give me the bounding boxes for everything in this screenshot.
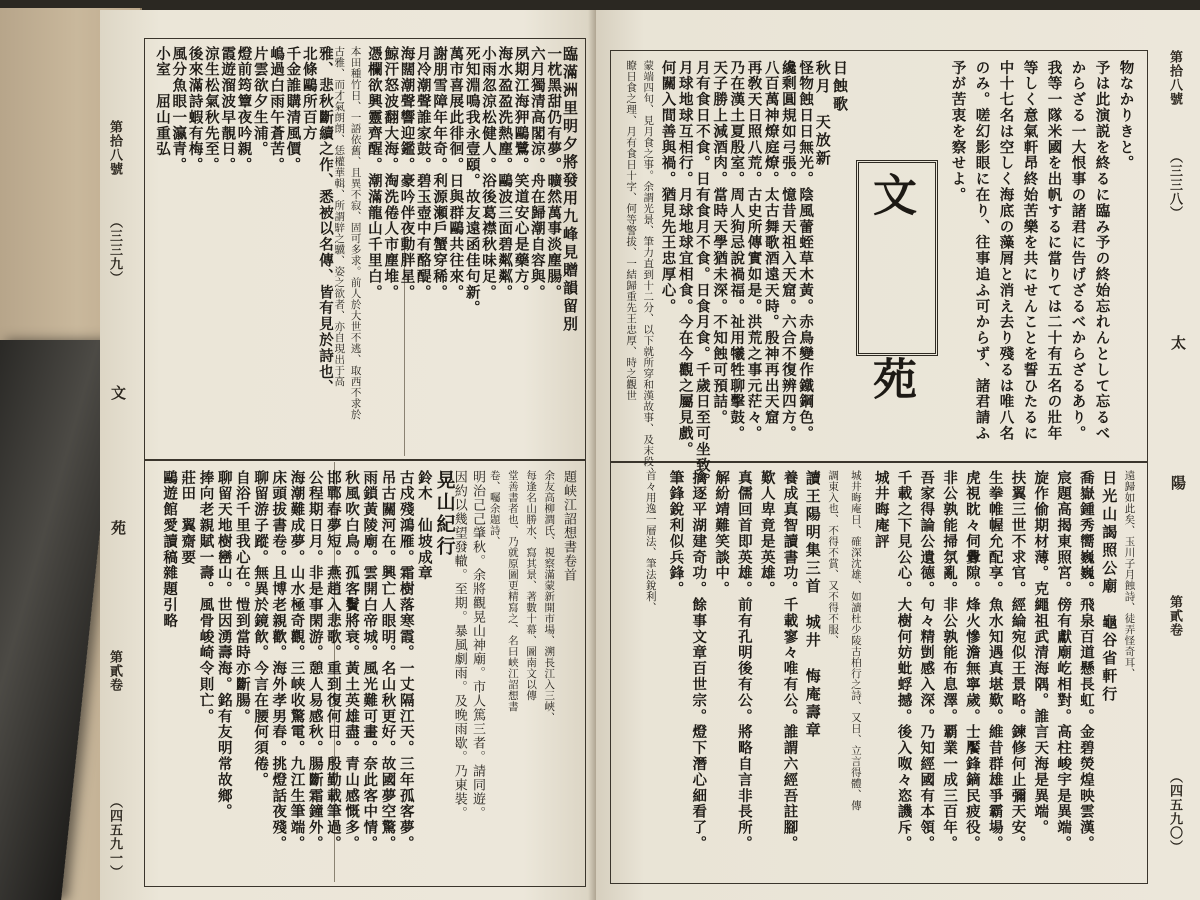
- text-column: 捧向老親賦一壽。風骨峻崎令則亡。: [197, 470, 215, 725]
- text-column: 解紛靖難笑談中。: [713, 470, 731, 598]
- text-column: 秋月 天放新: [813, 60, 832, 168]
- text-column: 養成真智讀書功。千載寥々唯有公。誰謂六經吾註腳。: [781, 470, 799, 852]
- text-column: 旋作偷期材薄。克繩祖武清海隅。誰言天海是異端。: [1032, 470, 1050, 836]
- text-column: 聊留游子蹤。無異於鏡飮。今言在腰何須倦。: [252, 470, 270, 788]
- text-column: 公程期日月。非是事閑游。憩人易感秋。腸斷霜鐘外。: [306, 470, 324, 852]
- text-column: 日光山謁照公廟 龜谷省軒行: [1100, 470, 1119, 704]
- text-column: 八百萬神燎庭燎。太古舞歌酒遠天時。殷神再出天窟: [762, 60, 780, 426]
- text-column: 雨鎖黃陵廟。雲開白帝城。風光難可畫。奈此客中情。: [361, 470, 379, 852]
- text-column: 因約以幾望發轍。至期。暴風劇雨。及晚雨歇。乃東裝。: [451, 470, 467, 820]
- text-column: 卷、囑余題詩、: [488, 470, 501, 547]
- text-column: 一枕黑甜仍有夢。曠然萬事淡塵腸。: [545, 46, 563, 301]
- text-column: 明治己己肇秋。余將觀晃山神廟。市人篤三者。請同遊。: [470, 470, 485, 820]
- text-column: 片雲欲夕生浦。: [251, 46, 269, 158]
- text-column: 床頭拔書卷。且博老親歡。海外孝男春。挑燈話夜殘。: [270, 470, 288, 852]
- text-column: 天子勝上減酒肉。當時天學猶未深。不知蝕可預詰。: [711, 60, 729, 426]
- text-column: 萬市喜展此徘徊。日與群鷗共往來。: [447, 46, 465, 301]
- text-column: 真儒回首即英雄。前有孔明後有公。將略自言非長所。: [735, 470, 753, 852]
- text-column: 憑欄欲興靈齊醒。潮滿龍山千里白。: [365, 46, 383, 301]
- text-column: 調東入也、不得不賞、又不得不服、: [827, 470, 840, 646]
- text-column: 擒逐平湖建奇功。餘事文章百世宗。燈下潛心細看了。: [690, 470, 708, 852]
- text-column: 鷗遊館愛讀稿雜題引略: [161, 470, 179, 629]
- text-column: 予は此演説を終るに臨み予の終始忘れんとして忘るべ: [1093, 60, 1111, 442]
- text-column: 月有食日不食。日有食月不食。日食月食。千歲日至可坐致。: [693, 60, 711, 490]
- text-column: 嶋過白雨午蒼苦。: [268, 46, 286, 174]
- text-column: 生拳帷幄允配享。魚水知遇真堪歎。維昔群雄爭霸場。: [986, 470, 1004, 852]
- text-column: 何關入間善與禍。猶見先王忠厚心。: [659, 60, 677, 315]
- text-column: 城井晦庵評: [872, 470, 890, 550]
- right-margin-page: （三三八）: [1167, 150, 1182, 220]
- left-margin-issue: 第拾八號: [107, 120, 122, 176]
- text-column: 謝朋雪障年年奇。利源瀬戶蟹穿稀。: [431, 46, 449, 301]
- text-column: 非公孰能掃氛亂。非公孰能布息澤。覇業一成三百年。: [941, 470, 959, 852]
- text-column: 虎視眈々伺釁隙。烽火慘澹無寧歲。士饜鋒鏑民疲役。: [963, 470, 981, 852]
- text-column: 予が苦衷を察せよ。: [949, 60, 967, 204]
- text-column: 六月獨清高閣涼。舟在歸潮自容與。: [528, 46, 546, 301]
- text-column: 筆鋒銳利似兵鋒。: [667, 470, 685, 598]
- text-column: 風分魚眼一瀛青。: [170, 46, 188, 174]
- left-margin-number: （四五九一）: [107, 795, 122, 879]
- text-column: 中十七名は空しく海底の藻屑と消え去り殘るは唯八名: [997, 60, 1015, 442]
- text-column: 聊留天地樹巒山。世因湧壽海。銘有友明常故鄉。: [215, 470, 233, 820]
- text-column: 遠歸如此矣、玉川子月蝕詩、徒弄怪奇耳、: [1123, 470, 1136, 679]
- text-column: 等しく意氣軒昂終始苦樂を共にせんことを誓ひたるに: [1021, 60, 1039, 442]
- text-column: 小室 屈山重弘: [154, 46, 171, 158]
- left-margin-section2: 苑: [109, 520, 127, 536]
- text-column: 霞遊溜波早靚日。: [219, 46, 237, 174]
- text-column: 千金誰購清風價。: [284, 46, 302, 174]
- text-column: 余友高柳澗氏、視察滿蒙新開市場、溯長江入三峽、: [543, 470, 556, 723]
- right-page: [596, 10, 1200, 900]
- left-margin-page: （三三九）: [107, 215, 122, 285]
- text-column: 日蝕歌: [831, 60, 849, 114]
- text-column: 鈴木 仙坡成章: [415, 470, 433, 582]
- text-column: 臨滿洲里明夕將發用九峰見贈韻留別: [561, 46, 579, 334]
- text-column: 怪物蝕日日無光。陰風蕾蛭草木黃。赤鳥變作鐵鋼色。: [797, 60, 815, 442]
- left-margin-volume: 第貳卷: [107, 650, 122, 692]
- right-margin-issue: 第拾八號: [1167, 50, 1182, 106]
- text-column: 古戍殘鴻雁。霜樹落寒霞。一丈隔江天。三年孤客夢。: [397, 470, 415, 852]
- text-column: 千載之下見公心。大樹何妨蚍蜉撼。後入呶々恣譏斥。: [895, 470, 913, 852]
- text-column: 再敎天日照八荒。古史所傳實如是。洪荒之事元茫々。: [745, 60, 763, 442]
- text-column: 海闊潮聲響迎鑑。豪吟伴夜動胖星。: [398, 46, 416, 301]
- text-column: 喬嶽鍾秀嚮巍巍。飛泉百道懸長虹。金碧熒煌映雲漢。: [1077, 470, 1095, 852]
- text-column: 自浴千里我心在。愷到當時亦斷腸。: [233, 470, 251, 725]
- section-title-wenyuan: 文 苑: [865, 172, 916, 448]
- text-column: 纔剩圓規如弓張。憶昔天祖入天窟。六合不復辨四方。: [779, 60, 797, 442]
- left-page: [100, 10, 598, 900]
- text-column: 北條鷗所百方: [300, 46, 318, 142]
- text-column: 海潮難成夢。山水極奇觀。三峡收驚電。九江生筆端。: [288, 470, 306, 852]
- text-column: 每逢名山勝水、寫其景、著數十幕、圖南文以傳: [525, 470, 538, 701]
- text-column: 讀王陽明集三首 城井 悔庵壽章: [803, 470, 822, 740]
- text-column: 月球地球互相行。月球地球宜相食。今在今觀之屬見戲。: [676, 60, 694, 458]
- text-column: 我等一隊米國を出帆するに當りては二十有五名の壯年: [1045, 60, 1063, 442]
- text-column: 涼生松氣秋先至。: [202, 46, 220, 174]
- text-column: 扶翼三世不求官。經綸宛似王景略。鍊修何止彌天安。: [1009, 470, 1027, 852]
- text-column: 乃在漢土夏殷室。周人狗忌說禍福。祉用犧牲聊擊鼓。: [728, 60, 746, 442]
- text-column: 蒙端四旬、見月食之事。余謂光景、筆力直到十二分、以下就所穿和漢故事、及末段、: [642, 60, 655, 478]
- text-column: 吊古關河在。興亡人眼明。名山秋更好。故國夢空驚。: [379, 470, 397, 852]
- text-column: からざる一大恨事の諸君に告げざるべからざるあり。: [1069, 60, 1087, 442]
- text-column: 歎人卑竟是英雄。: [758, 470, 776, 598]
- right-margin-sun2: 陽: [1169, 475, 1187, 491]
- text-column: のみ。嗟幻影眼に在り、往事追ふ可からず、諸君請ふ: [973, 60, 991, 442]
- text-column: 宸題高揭東照宮。傍有獻廟屹相對。高柱峻宇是異端。: [1055, 470, 1073, 852]
- text-column: 鯨汗怒波翻大海。淘洗倦人市塵堆。: [382, 46, 400, 301]
- text-column: 本田種竹日、一語依舊、且異不寂、固可多求。前人於大世不逃、取西不求於: [349, 46, 362, 420]
- text-column: 晃山紀行: [433, 470, 456, 558]
- text-column: 題峡江詔想書卷首: [561, 470, 576, 582]
- text-column: 海水盈盈洗熱塵。鷗波三面碧粼粼。: [496, 46, 514, 301]
- text-column: 小雨忽涼松健人。浴後葛襟秋味足。: [480, 46, 497, 301]
- right-margin-number: （四五九〇）: [1167, 770, 1182, 854]
- text-column: 物なかりきと。: [1117, 60, 1135, 172]
- right-margin-sun: 太: [1169, 335, 1187, 351]
- text-column: 瞭日食之理、月有食日十字、何等警拔、一結歸重先王忠厚、時之觀世: [625, 60, 638, 401]
- text-column: 邯鄲春夢短。燕趙入悲歌。重到復何日。殷勤載筆過。: [324, 470, 342, 852]
- text-column: 莊田 翼齋要: [179, 470, 197, 566]
- text-column: 首々用逸一層法、筆法銳利、: [644, 470, 657, 613]
- text-column: 吾家得論公遺德。句々精剴感入深。乃知經國有本領。: [918, 470, 936, 852]
- text-column: 城井晦庵日、確深沈雄、如讀杜少陵古柏行之詩、又日、立言得體、傳: [849, 470, 862, 811]
- text-column: 秋風吹白鳥。孤客鬢將衰。黃土英雄盡。青山感慨多。: [343, 470, 361, 852]
- text-column: 死知淵鳴我永壹頤。故友遠函佳句新。: [463, 46, 481, 317]
- text-column: 月冷潮聲誰家鼓。碧玉壺中有酪醍。: [414, 46, 432, 301]
- text-column: 後來滿詩蝦有梅。: [186, 46, 204, 174]
- text-column: 夙期江海狎鷗鷺。笑道安心是藥方。: [512, 46, 530, 301]
- text-column: 燈前筠簟夜吟親。: [235, 46, 253, 174]
- text-column: 古雅、而才氣朗朗、恁權華輯、所謂騂之驥、姿之欲者、亦自現出于高: [333, 46, 346, 387]
- left-margin-section: 文: [109, 385, 127, 401]
- right-margin-volume: 第貳卷: [1167, 595, 1182, 637]
- text-column: 雅、悲秋斷續之作、悉被以名傳、皆有見於詩也、: [317, 46, 334, 396]
- text-column: 堂善書者也、乃就原圖更精寫之、名曰峡江詔想書: [506, 470, 519, 712]
